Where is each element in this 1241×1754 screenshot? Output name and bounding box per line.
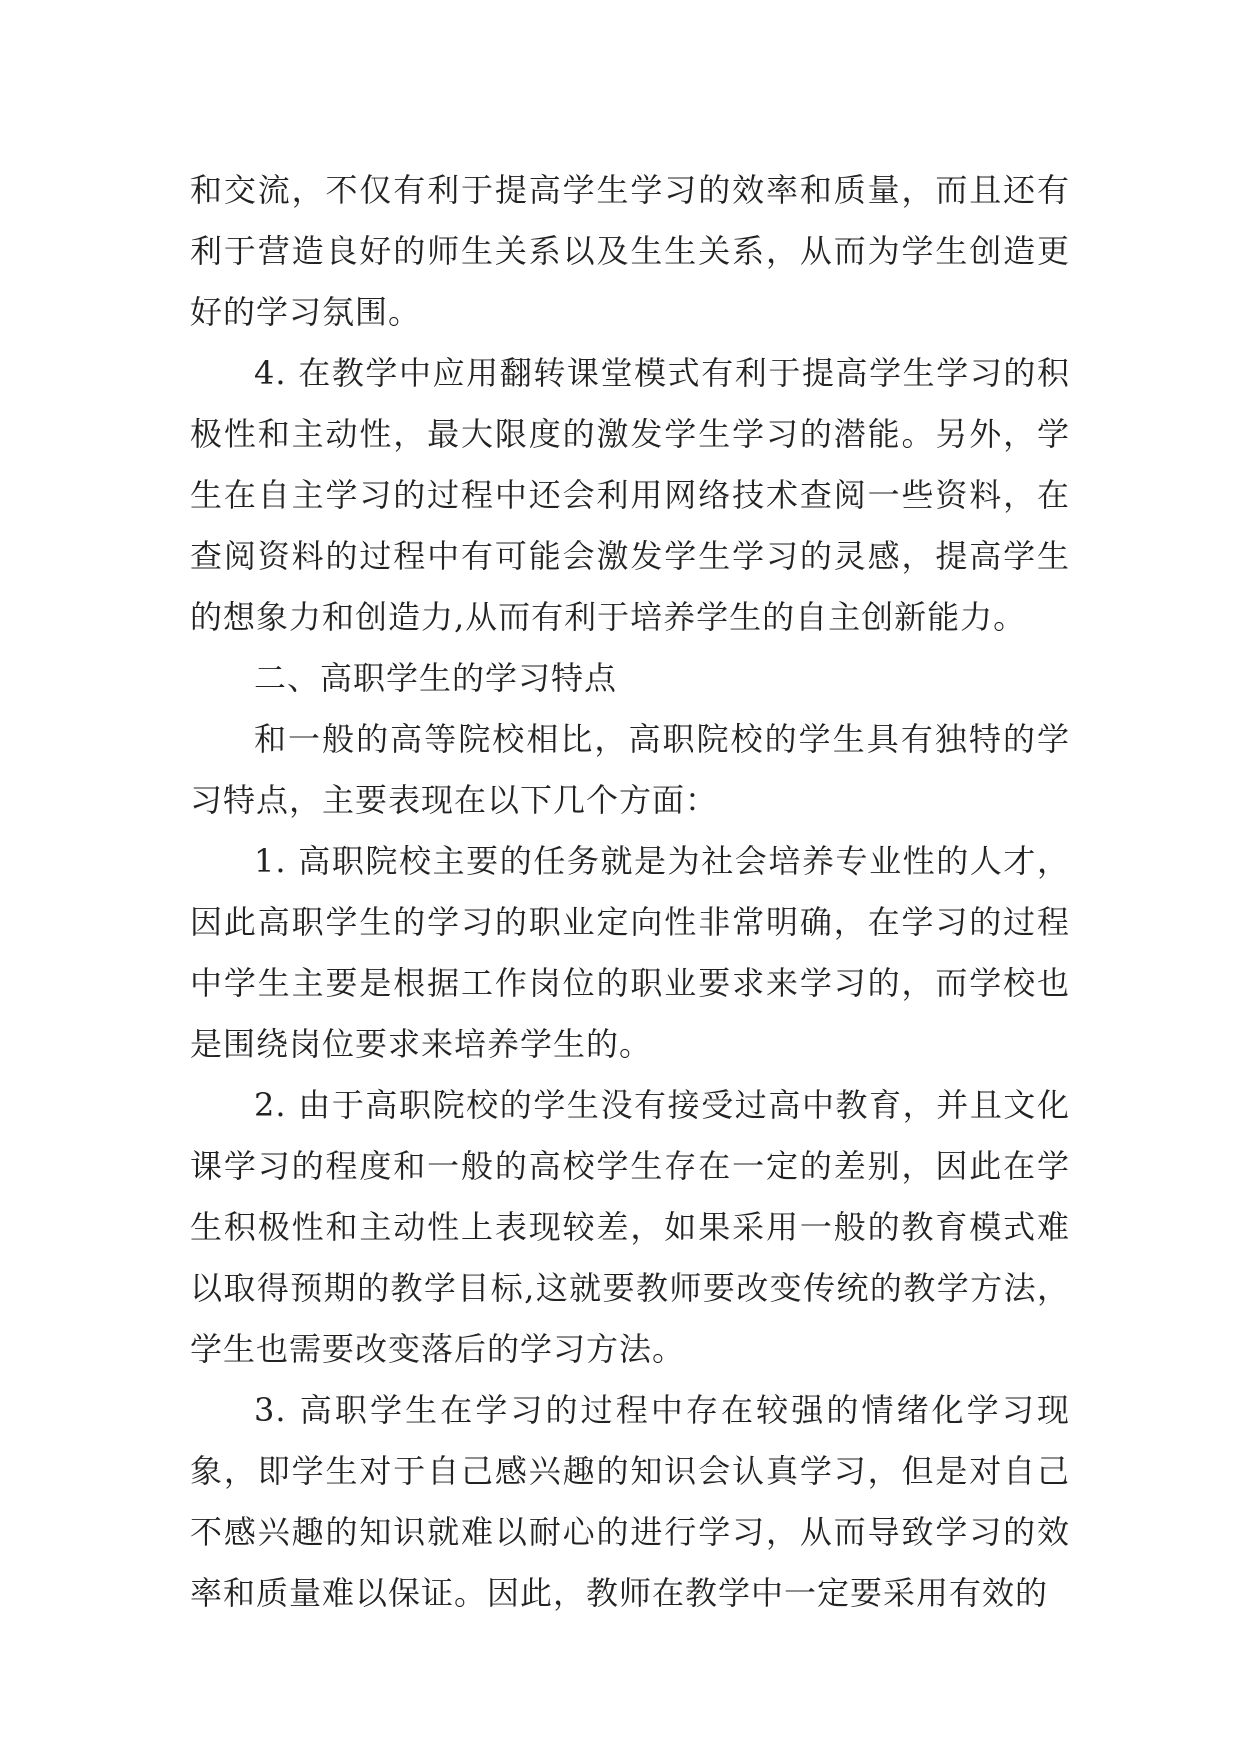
- section-heading: 二、高职学生的学习特点: [254, 659, 618, 697]
- paragraph-continuation: 和交流，不仅有利于提高学生学习的效率和质量，而且还有利于营造良好的师生关系以及生生关系，从而为学生创造更好的学习氛围。: [190, 171, 1070, 331]
- paragraph-intro: 和一般的高等院校相比，高职院校的学生具有独特的学习特点，主要表现在以下几个方面：: [190, 720, 1070, 819]
- paragraph-point-3: 3. 高职学生在学习的过程中存在较强的情绪化学习现象，即学生对于自己感兴趣的知识会认真学习，但是对自己不感兴趣的知识就难以耐心的进行学习，从而导致学习的效率和质量难以保证。因此，教师在教学中一定要采用有效的: [190, 1391, 1070, 1612]
- paragraph-point-1: 1. 高职院校主要的任务就是为社会培养专业性的人才，因此高职学生的学习的职业定向性非常明确，在学习的过程中学生主要是根据工作岗位的职业要求来学习的，而学校也是围绕岗位要求来培养学生的。: [190, 842, 1070, 1063]
- paragraph-point-4: 4. 在教学中应用翻转课堂模式有利于提高学生学习的积极性和主动性，最大限度的激发学生学习的潜能。另外，学生在自主学习的过程中还会利用网络技术查阅一些资料，在查阅资料的过程中有可能会激发学生学习的灵感，提高学生的想象力和创造力,从而有利于培养学生的自主创新能力。: [190, 354, 1070, 636]
- document-body: [190, 160, 1070, 1624]
- paragraph-point-2: 2. 由于高职院校的学生没有接受过高中教育，并且文化课学习的程度和一般的高校学生存在一定的差别，因此在学生积极性和主动性上表现较差，如果采用一般的教育模式难以取得预期的教学目标,这就要教师要改变传统的教学方法，学生也需要改变落后的学习方法。: [190, 1086, 1070, 1368]
